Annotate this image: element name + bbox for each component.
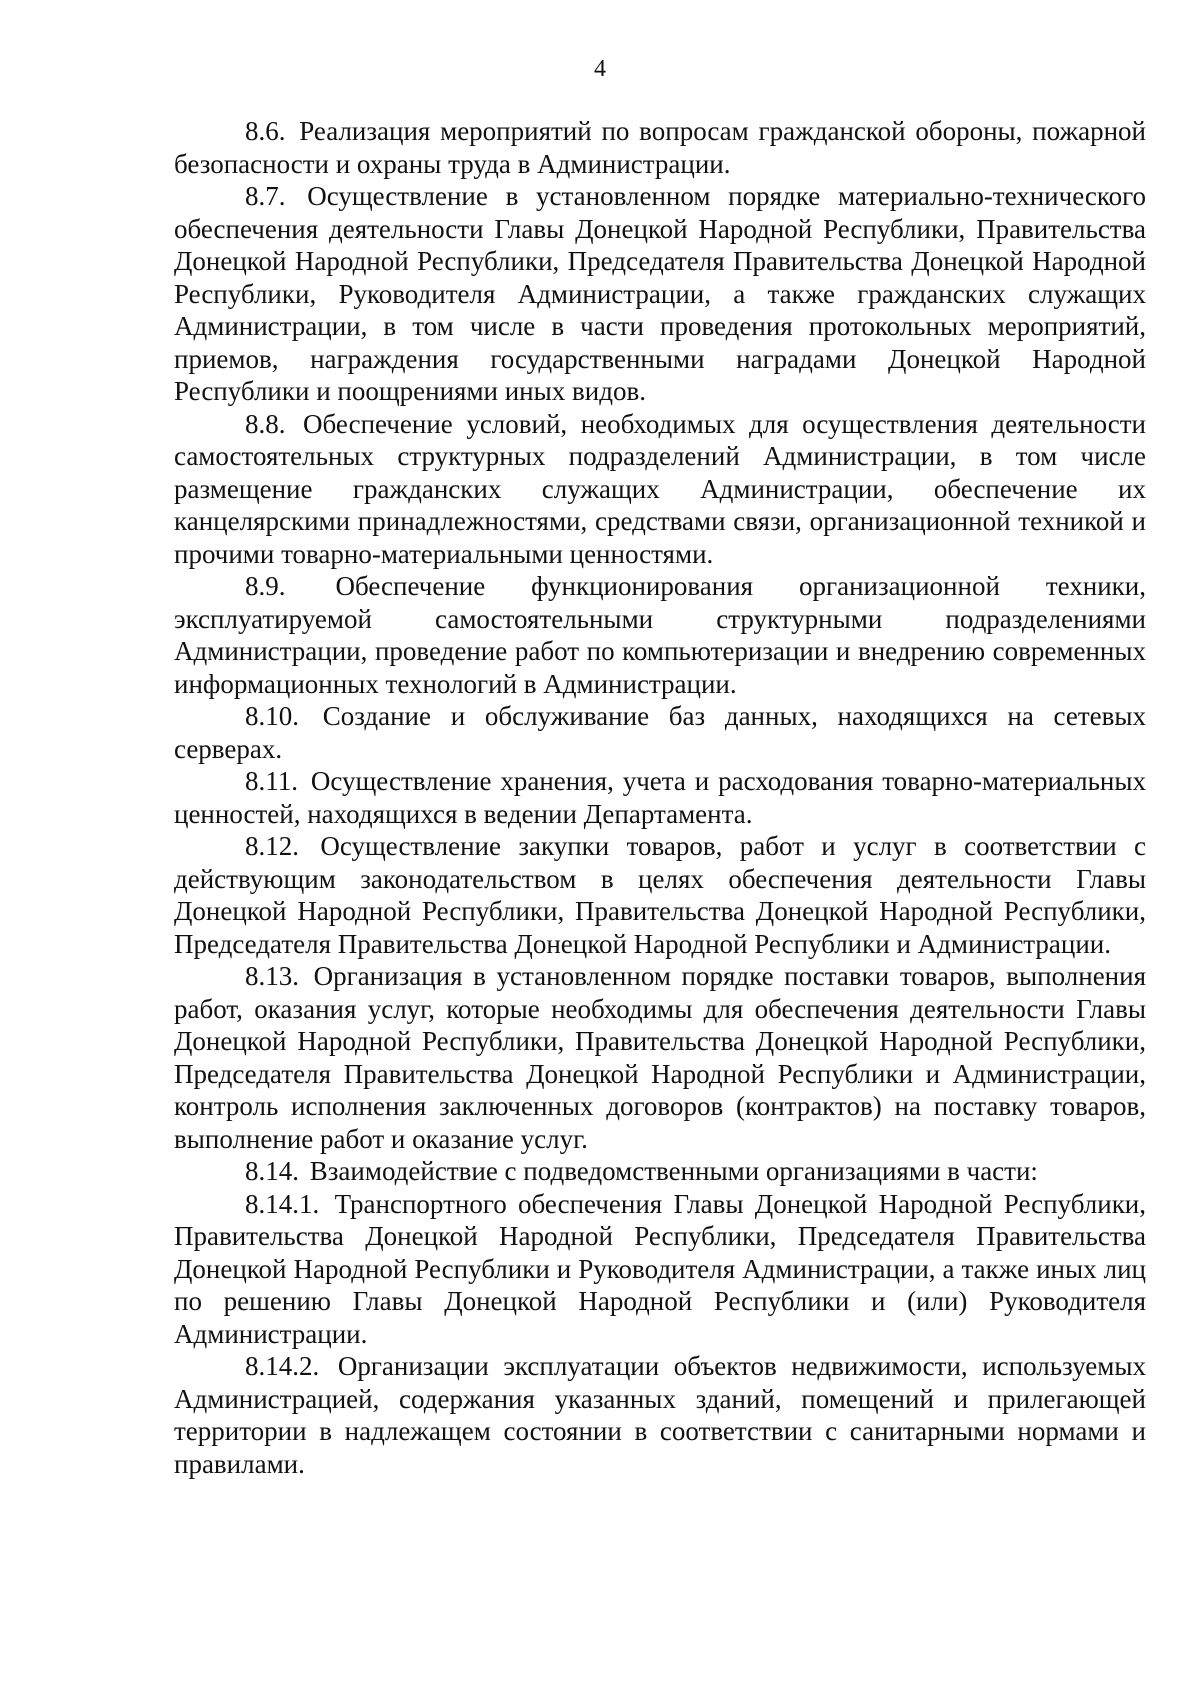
paragraph-text: Реализация мероприятий по вопросам гражданской обороны, пожарной безопасности и охраны труда в Администрации. <box>174 116 1146 179</box>
paragraph-text: Обеспечение условий, необходимых для осуществления деятельности самостоятельных структурных подразделений Администрации, в том числе размещение гражданских служащих Администрации, обеспечение их канцелярскими принадлежностями, средствами связи, организационной техникой и прочими товарно-материальными ценностями. <box>174 408 1146 569</box>
paragraph-number: 8.14.2. <box>245 1351 320 1381</box>
page-number: 4 <box>594 56 606 82</box>
paragraph-text: Транспортного обеспечения Главы Донецкой Народной Республики, Правительства Донецкой Народной Республики, Председателя Правительства Донецкой Народной Республики и Руководителя Администрации, а также иных лиц по решению Главы Донецкой Народной Республики и (или) Руководителя Администрации. <box>174 1188 1147 1349</box>
paragraph-text: Организации эксплуатации объектов недвижимости, используемых Администрацией, содержания указанных зданий, помещений и прилегающей территории в надлежащем состоянии в соответствии с санитарными нормами и правилами. <box>174 1351 1146 1479</box>
paragraph-number: 8.14.1. <box>245 1188 320 1219</box>
paragraph-number: 8.14. <box>245 1156 299 1186</box>
paragraph-text: Осуществление закупки товаров, работ и услуг в соответствии с действующим законодательством в целях обеспечения деятельности Главы Донецкой Народной Республики, Правительства Донецкой Народной Республики, Председателя Правительства Донецкой Народной Республики и Администрации. <box>174 831 1147 959</box>
paragraph-text: Осуществление хранения, учета и расходования товарно-материальных ценностей, находящихся в ведении Департамента. <box>174 766 1147 829</box>
paragraph-number: 8.8. <box>245 408 286 439</box>
paragraph-number: 8.7. <box>245 181 286 211</box>
paragraph-8-10 <box>174 700 1146 765</box>
paragraph-8-9 <box>174 570 1146 700</box>
paragraph-8-6 <box>174 115 1146 180</box>
paragraph-text: Создание и обслуживание баз данных, находящихся на сетевых серверах. <box>174 701 1146 764</box>
paragraph-8-13 <box>174 960 1146 1155</box>
paragraph-8-7 <box>174 180 1146 408</box>
paragraph-8-12 <box>174 830 1146 960</box>
paragraph-8-14-2 <box>174 1350 1146 1480</box>
paragraph-text: Обеспечение функционирования организационной техники, эксплуатируемой самостоятельными структурными подразделениями Администрации, проведение работ по компьютеризации и внедрению современных информационных технологий в Администрации. <box>174 571 1147 699</box>
paragraph-text: Осуществление в установленном порядке материально-технического обеспечения деятельности Главы Донецкой Народной Республики, Правительства Донецкой Народной Республики, Председателя Правительства Донецкой Народной Республики, Руководителя Администрации, а также гражданских служащих Администрации, в том числе в части проведения протокольных мероприятий, приемов, награждения государственными наградами Донецкой Народной Республики и поощрениями иных видов. <box>174 181 1146 406</box>
paragraph-number: 8.11. <box>245 766 298 796</box>
document-body <box>174 115 1146 1480</box>
paragraph-number: 8.6. <box>245 116 286 146</box>
paragraph-number: 8.13. <box>245 961 299 991</box>
paragraph-number: 8.9. <box>245 571 286 601</box>
paragraph-8-14-1 <box>174 1188 1146 1351</box>
paragraph-text: Организация в установленном порядке поставки товаров, выполнения работ, оказания услуг, которые необходимы для обеспечения деятельности Главы Донецкой Народной Республики, Правительства Донецкой Народной Республики, Председателя Правительства Донецкой Народной Республики и Администрации, контроль исполнения заключенных договоров (контрактов) на поставку товаров, выполнение работ и оказание услуг. <box>174 961 1146 1154</box>
paragraph-number: 8.12. <box>245 831 299 861</box>
paragraph-text: Взаимодействие с подведомственными организациями в части: <box>309 1156 1038 1186</box>
paragraph-number: 8.10. <box>245 701 299 731</box>
paragraph-8-8 <box>174 408 1146 571</box>
paragraph-8-11 <box>174 765 1146 830</box>
paragraph-8-14 <box>174 1155 1146 1188</box>
